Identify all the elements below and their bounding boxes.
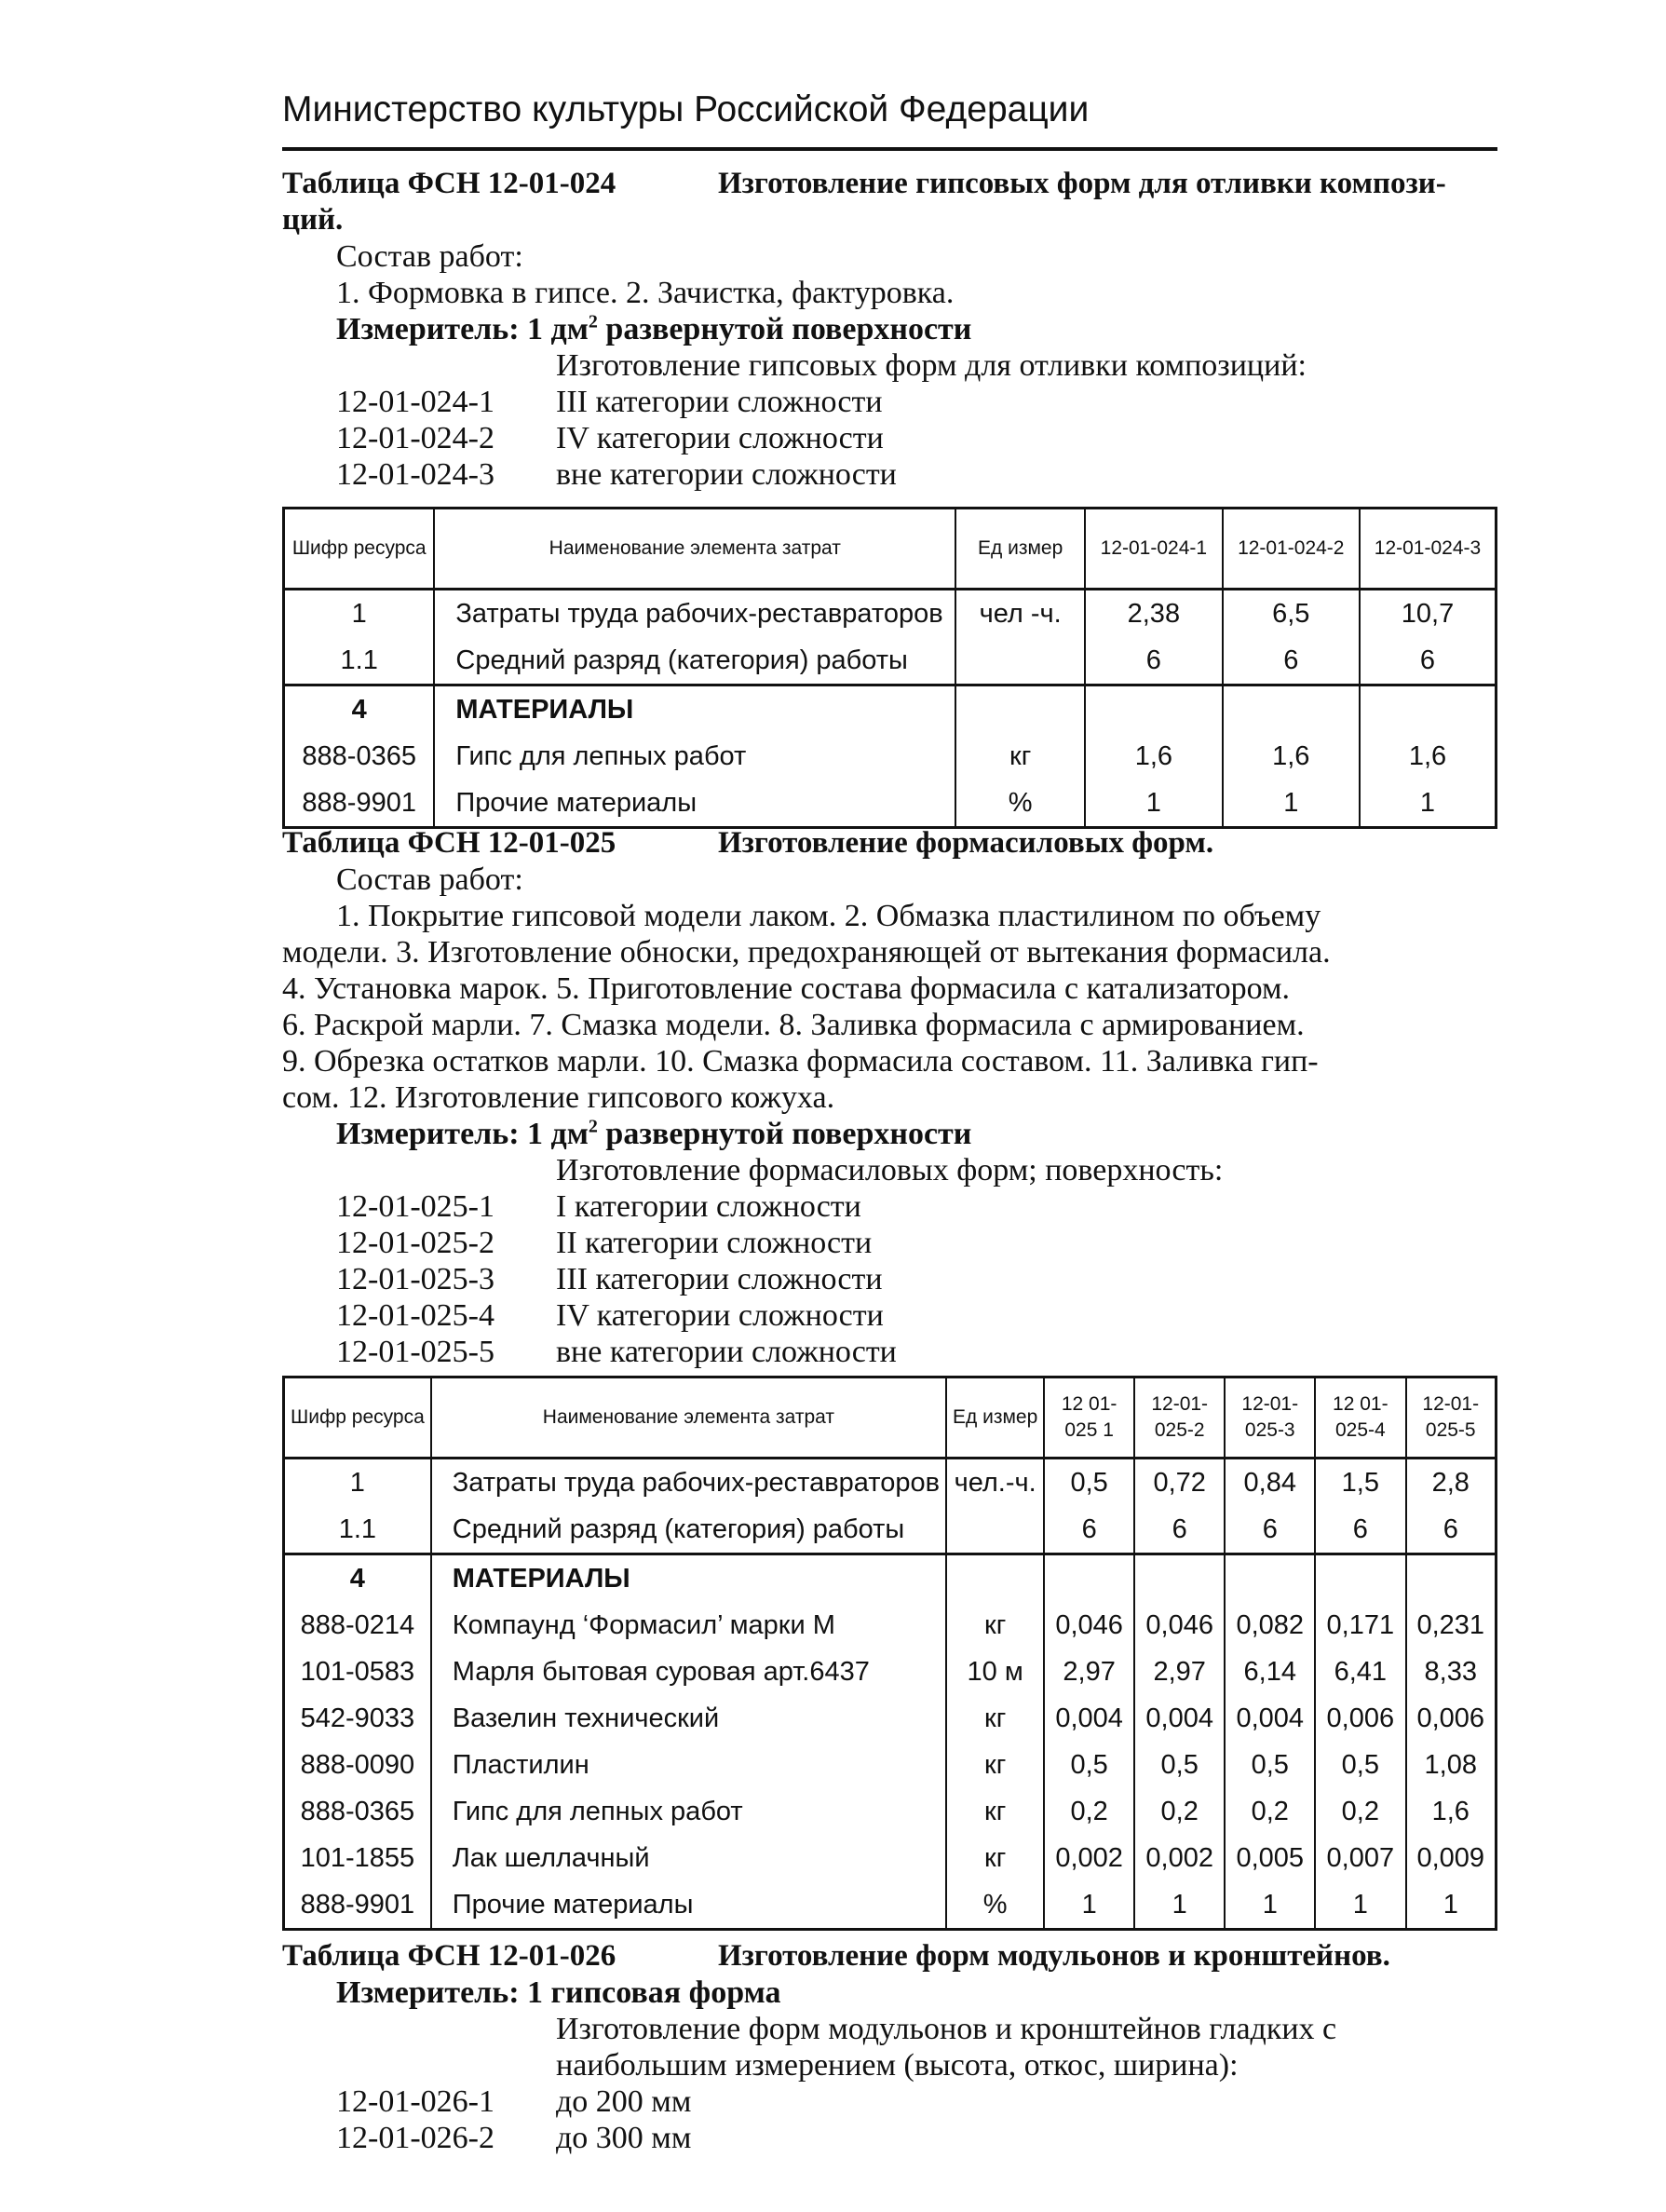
section-026-title xyxy=(282,1938,1497,1975)
variant-row: 12-01-025-5 вне категории сложности xyxy=(336,1335,897,1369)
variant-row: 12-01-024-1 III категории сложности xyxy=(336,385,883,419)
table-row: 1 Затраты труда рабочих-реставраторов чел.-ч. 0,5 0,72 0,84 1,5 2,8 xyxy=(284,1459,1497,1507)
variant-row: 12-01-025-3 III категории сложности xyxy=(336,1262,883,1296)
col-variant: 12-01- 025-2 xyxy=(1134,1377,1225,1459)
table-row: 888-9901 Прочие материалы % 1 1 1 xyxy=(284,780,1497,828)
col-variant: 12 01- 025 1 xyxy=(1044,1377,1134,1459)
work-line: сом. 12. Изготовление гипсового кожуха. xyxy=(282,1080,835,1115)
meter-line: Измеритель: 1 гипсовая форма xyxy=(336,1975,781,2010)
variant-row: 12-01-025-1 I категории сложности xyxy=(336,1189,861,1224)
table-row: 101-1855 Лак шеллачный кг 0,002 0,002 0,005 0,007 0,009 xyxy=(284,1835,1497,1881)
table-025 xyxy=(282,1376,1497,1931)
table-024 xyxy=(282,507,1497,829)
table-row: 1.1 Средний разряд (категория) работы 6 6 6 xyxy=(284,637,1497,685)
col-name: Наименование элемента затрат xyxy=(434,509,955,590)
variant-row: 12-01-025-2 II категории сложности xyxy=(336,1226,873,1260)
variants-head: Изготовление гипсовых форм для отливки композиций: xyxy=(556,348,1307,383)
col-variant: 12-01- 025-3 xyxy=(1225,1377,1315,1459)
section-025-title xyxy=(282,825,1497,862)
table-row-section: 4 МАТЕРИАЛЫ xyxy=(284,685,1497,734)
col-unit: Ед измер xyxy=(955,509,1085,590)
table-row: 888-0214 Компаунд ‘Формасил’ марки М кг 0,046 0,046 0,082 0,171 0,231 xyxy=(284,1602,1497,1649)
section-025-code: Таблица ФСН 12-01-025 xyxy=(282,826,616,860)
table-header xyxy=(284,1377,1497,1459)
col-cipher: Шифр ресурса xyxy=(284,1377,431,1459)
work-line: 4. Установка марок. 5. Приготовление состава формасила с катализатором. xyxy=(282,971,1291,1006)
col-variant: 12 01- 025-4 xyxy=(1315,1377,1405,1459)
table-row-section: 4 МАТЕРИАЛЫ xyxy=(284,1554,1497,1603)
section-025-title-text: Изготовление формасиловых форм. xyxy=(718,826,1214,860)
work-label: Состав работ: xyxy=(336,862,523,897)
work-line: 9. Обрезка остатков марли. 10. Смазка формасила составом. 11. Заливка гип- xyxy=(282,1044,1319,1079)
table-row: 542-9033 Вазелин технический кг 0,004 0,004 0,004 0,006 0,006 xyxy=(284,1695,1497,1742)
col-name: Наименование элемента затрат xyxy=(431,1377,946,1459)
section-024-title xyxy=(282,166,1497,202)
variants-head: Изготовление формасиловых форм; поверхность: xyxy=(556,1153,1224,1187)
variants-head: Изготовление форм модульонов и кронштейнов гладких с xyxy=(556,2012,1337,2046)
col-variant: 12-01-024-3 xyxy=(1360,509,1497,590)
col-unit: Ед измер xyxy=(946,1377,1044,1459)
work-line: 6. Раскрой марли. 7. Смазка модели. 8. Заливка формасила с армированием. xyxy=(282,1008,1305,1042)
variants-head-cont: наибольшим измерением (высота, откос, ширина): xyxy=(556,2048,1239,2083)
variant-row: 12-01-026-1 до 200 мм xyxy=(336,2084,692,2119)
table-row: 888-0090 Пластилин кг 0,5 0,5 0,5 0,5 1,08 xyxy=(284,1742,1497,1788)
table-row: 888-0365 Гипс для лепных работ кг 0,2 0,2 0,2 0,2 1,6 xyxy=(284,1788,1497,1835)
work-line: модели. 3. Изготовление обноски, предохраняющей от вытекания формасила. xyxy=(282,935,1331,970)
col-variant: 12-01- 025-5 xyxy=(1406,1377,1497,1459)
variant-row: 12-01-024-2 IV категории сложности xyxy=(336,421,884,455)
table-row: 1.1 Средний разряд (категория) работы 6 6 6 6 6 xyxy=(284,1506,1497,1554)
table-row: 888-9901 Прочие материалы % 1 1 1 1 1 xyxy=(284,1881,1497,1930)
variant-row: 12-01-024-3 вне категории сложности xyxy=(336,457,897,492)
section-024-title-text: Изготовление гипсовых форм для отливки компози- xyxy=(718,167,1446,200)
table-row: 1 Затраты труда рабочих-реставраторов чел -ч. 2,38 6,5 10,7 xyxy=(284,590,1497,638)
section-025-intro xyxy=(282,825,1497,1370)
table-row: 888-0365 Гипс для лепных работ кг 1,6 1,6 1,6 xyxy=(284,733,1497,780)
page-header: Министерство культуры Российской Федерации xyxy=(282,89,1090,129)
variant-row: 12-01-026-2 до 300 мм xyxy=(336,2121,692,2155)
meter-line: Измеритель: 1 $дм^2$ развернутой поверхности xyxy=(336,1116,972,1151)
variant-row: 12-01-025-4 IV категории сложности xyxy=(336,1298,884,1333)
table-row: 101-0583 Марля бытовая суровая арт.6437 10 м 2,97 2,97 6,14 6,41 8,33 xyxy=(284,1649,1497,1695)
section-026-intro xyxy=(282,1938,1497,2156)
work-label: Состав работ: xyxy=(336,239,523,274)
table-header xyxy=(284,509,1497,590)
col-cipher: Шифр ресурса xyxy=(284,509,435,590)
meter-line: Измеритель: 1 $дм^2$ развернутой поверхности xyxy=(336,311,972,346)
section-024-code: Таблица ФСН 12-01-024 xyxy=(282,167,616,200)
work-line: 1. Покрытие гипсовой модели лаком. 2. Обмазка пластилином по объему xyxy=(336,899,1321,933)
col-variant: 12-01-024-2 xyxy=(1223,509,1360,590)
section-026-code: Таблица ФСН 12-01-026 xyxy=(282,1939,616,1973)
col-variant: 12-01-024-1 xyxy=(1085,509,1222,590)
section-024-intro xyxy=(282,166,1497,493)
header-rule xyxy=(282,147,1497,151)
work-text: 1. Формовка в гипсе. 2. Зачистка, фактуровка. xyxy=(336,276,955,310)
section-024-title-cont: ций. xyxy=(282,203,344,237)
section-026-title-text: Изготовление форм модульонов и кронштейнов. xyxy=(718,1939,1390,1973)
